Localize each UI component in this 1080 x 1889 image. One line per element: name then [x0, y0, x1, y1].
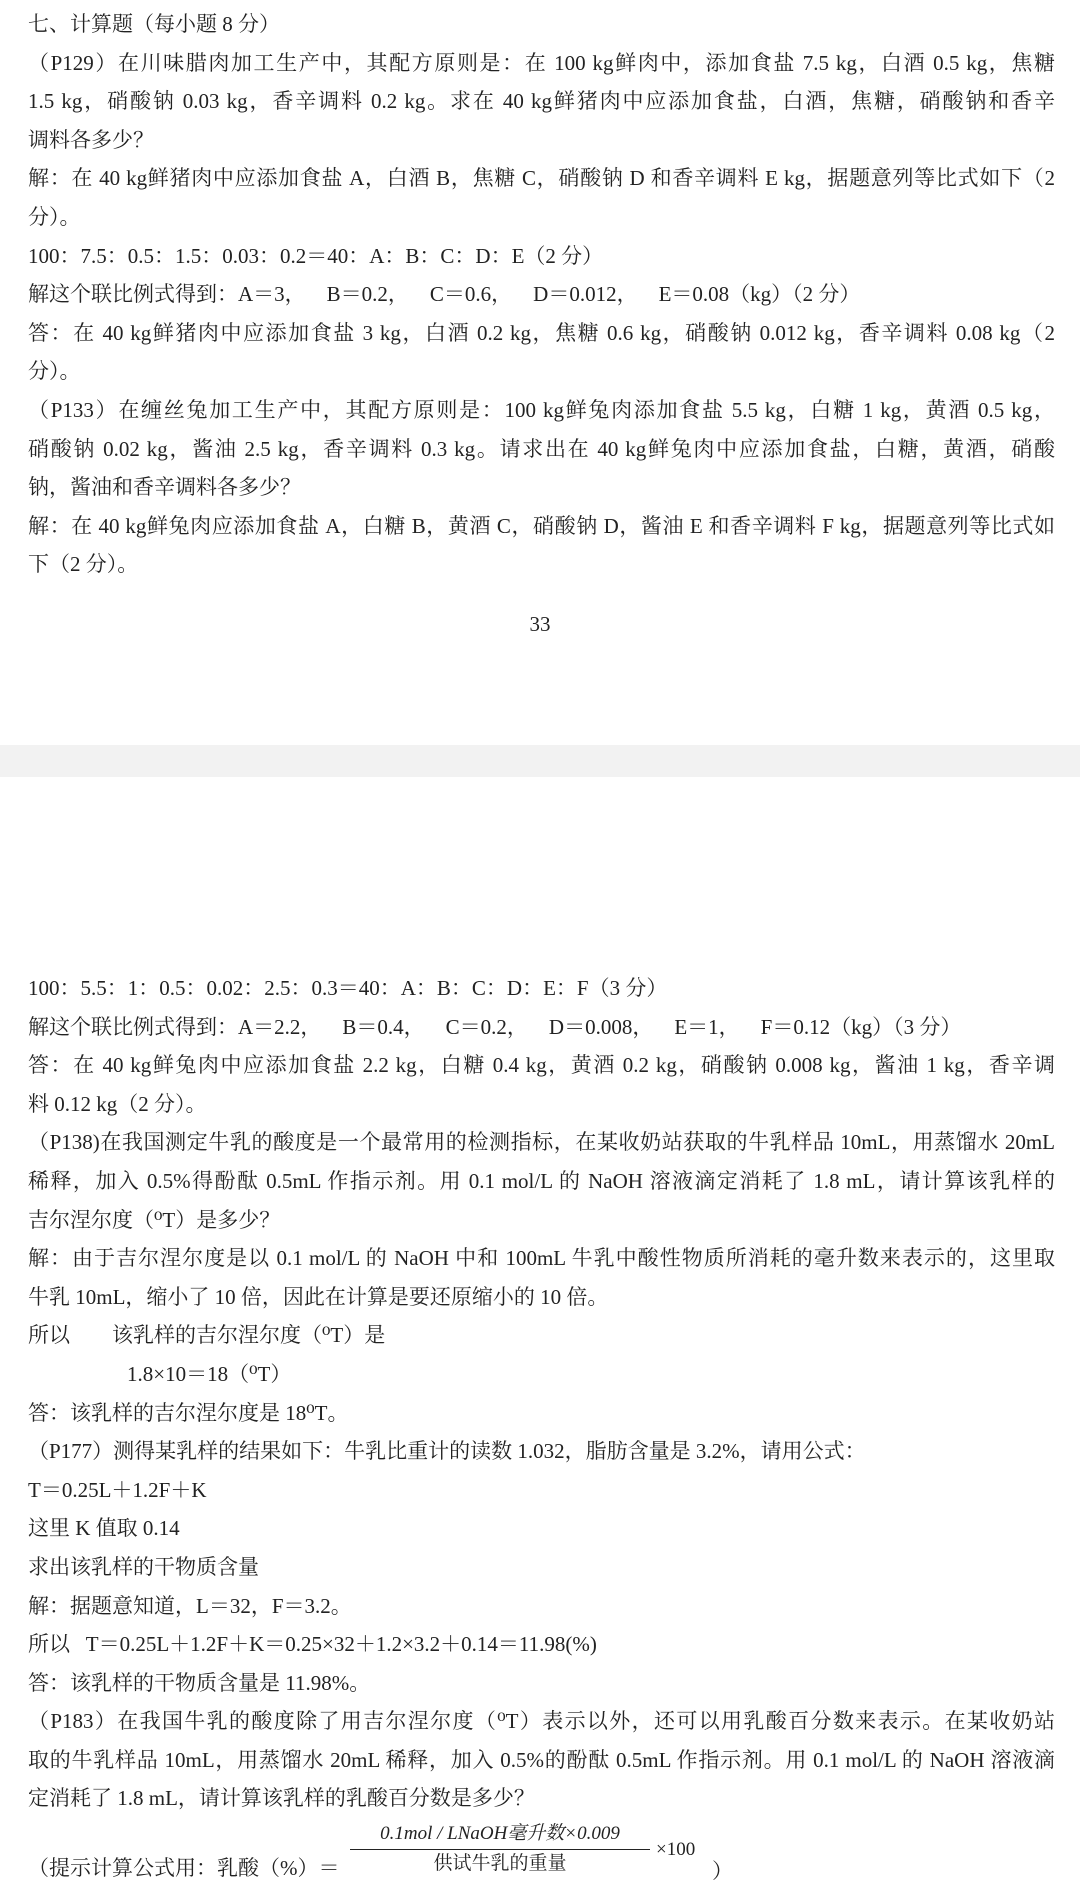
document-page-34: [0, 777, 1080, 1889]
text-line: 这里 K 值取 0.14: [28, 1516, 180, 1541]
text-line: 牛乳 10mL，缩小了 10 倍，因此在计算是要还原缩小的 10 倍。: [28, 1284, 609, 1309]
text-line: 下（2 分）。: [28, 552, 139, 577]
formula-close-paren: ）: [712, 1859, 733, 1883]
lactic-acid-formula: [28, 1821, 788, 1887]
text-line: 求出该乳样的干物质含量: [28, 1554, 259, 1579]
text-line: 答：在 40 kg鲜兔肉中应添加食盐 2.2 kg，白糖 0.4 kg，黄酒 0.2 kg，硝酸钠 0.008 kg，酱油 1 kg，香辛调: [28, 1053, 1055, 1078]
text-line: 吉尔涅尔度（⁰T）是多少？: [28, 1207, 281, 1232]
text-line: （P177）测得某乳样的结果如下：牛乳比重计的读数 1.032，脂肪含量是 3.2%，请用公式：: [28, 1439, 866, 1464]
page-separator: [0, 745, 1080, 777]
formula-multiplier: ×100: [656, 1839, 696, 1860]
formula-prefix: （提示计算公式用：乳酸（%）＝: [28, 1856, 340, 1880]
text-line: 所以 该乳样的吉尔涅尔度（⁰T）是: [28, 1323, 386, 1348]
text-line: 解：由于吉尔涅尔度是以 0.1 mol/L 的 NaOH 中和 100mL 牛乳中酸性物质所消耗的毫升数来表示的，这里取: [28, 1246, 1055, 1271]
text-line: 硝酸钠 0.02 kg，酱油 2.5 kg，香辛调料 0.3 kg。请求出在 40 kg鲜兔肉中应添加食盐，白糖，黄酒，硝酸: [28, 436, 1055, 461]
text-line: 答：该乳样的吉尔涅尔度是 18⁰T。: [28, 1400, 349, 1425]
page-text: [28, 5, 1055, 584]
text-line: 答：在 40 kg鲜猪肉中应添加食盐 3 kg，白酒 0.2 kg，焦糖 0.6 kg，硝酸钠 0.012 kg，香辛调料 0.08 kg（2: [28, 320, 1055, 345]
text-line: 解这个联比例式得到：A＝2.2， B＝0.4， C＝0.2， D＝0.008， E＝1， F＝0.12（kg）（3 分）: [28, 1014, 962, 1039]
text-line: 取的牛乳样品 10mL，用蒸馏水 20mL 稀释，加入 0.5%的酚酞 0.5mL 作指示剂。用 0.1 mol/L 的 NaOH 溶液滴: [28, 1747, 1055, 1772]
text-line: 定消耗了 1.8 mL，请计算该乳样的乳酸百分数是多少？: [28, 1786, 535, 1811]
text-line: T＝0.25L＋1.2F＋K: [28, 1477, 207, 1502]
text-line: 分）。: [28, 204, 81, 229]
formula-numerator: 0.1mol / LNaOH毫升数×0.009: [350, 1821, 650, 1850]
text-line: 解这个联比例式得到：A＝3， B＝0.2， C＝0.6， D＝0.012， E＝0.08（kg）（2 分）: [28, 282, 861, 307]
text-line: 解：在 40 kg鲜兔肉应添加食盐 A，白糖 B，黄酒 C，硝酸钠 D，酱油 E 和香辛调料 F kg，据题意列等比式如: [28, 513, 1055, 538]
text-line: （P183）在我国牛乳的酸度除了用吉尔涅尔度（⁰T）表示以外，还可以用乳酸百分数来表示。在某收奶站: [28, 1709, 1055, 1734]
text-line: 答：该乳样的干物质含量是 11.98%。: [28, 1670, 371, 1695]
text-line: 分）。: [28, 359, 81, 384]
text-line: 所以 T＝0.25L＋1.2F＋K＝0.25×32＋1.2×3.2＋0.14＝11.98(%): [28, 1632, 597, 1657]
text-line: 解：据题意知道，L＝32，F＝3.2。: [28, 1593, 352, 1618]
text-line: 稀释，加入 0.5%得酚酞 0.5mL 作指示剂。用 0.1 mol/L 的 NaOH 溶液滴定消耗了 1.8 mL，请计算该乳样的: [28, 1168, 1055, 1193]
text-line: 100：5.5：1：0.5：0.02：2.5：0.3＝40：A：B：C：D：E：F（3 分）: [28, 976, 668, 1000]
text-line: 100：7.5：0.5：1.5：0.03：0.2＝40：A：B：C：D：E（2 分）: [28, 243, 604, 268]
text-line: （P133）在缠丝兔加工生产中，其配方原则是：100 kg鲜兔肉添加食盐 5.5 kg，白糖 1 kg，黄酒 0.5 kg，: [28, 397, 1055, 422]
page-number: 33: [529, 612, 551, 636]
text-line: 1.8×10＝18（⁰T）: [127, 1361, 292, 1386]
text-line: 1.5 kg，硝酸钠 0.03 kg，香辛调料 0.2 kg。求在 40 kg鲜猪肉中应添加食盐，白酒，焦糖，硝酸钠和香辛: [28, 89, 1055, 114]
document-page-33: [0, 0, 1080, 745]
text-line: 钠，酱油和香辛调料各多少？: [28, 475, 301, 500]
text-line: （P138)在我国测定牛乳的酸度是一个最常用的检测指标，在某收奶站获取的牛乳样品 10mL，用蒸馏水 20mL: [28, 1130, 1055, 1155]
text-line: 调料各多少？: [28, 127, 154, 152]
formula-fraction: [350, 1821, 650, 1878]
text-line: 料 0.12 kg（2 分）。: [28, 1091, 207, 1116]
text-line: 解：在 40 kg鲜猪肉中应添加食盐 A，白酒 B，焦糖 C，硝酸钠 D 和香辛调料 E kg，据题意列等比式如下（2: [28, 166, 1055, 191]
page-text: [28, 969, 1055, 1818]
formula-denominator: 供试牛乳的重量: [433, 1853, 567, 1874]
section-heading: 七、计算题（每小题 8 分）: [28, 12, 280, 36]
text-line: （P129）在川味腊肉加工生产中，其配方原则是：在 100 kg鲜肉中，添加食盐 7.5 kg，白酒 0.5 kg，焦糖: [28, 50, 1055, 75]
